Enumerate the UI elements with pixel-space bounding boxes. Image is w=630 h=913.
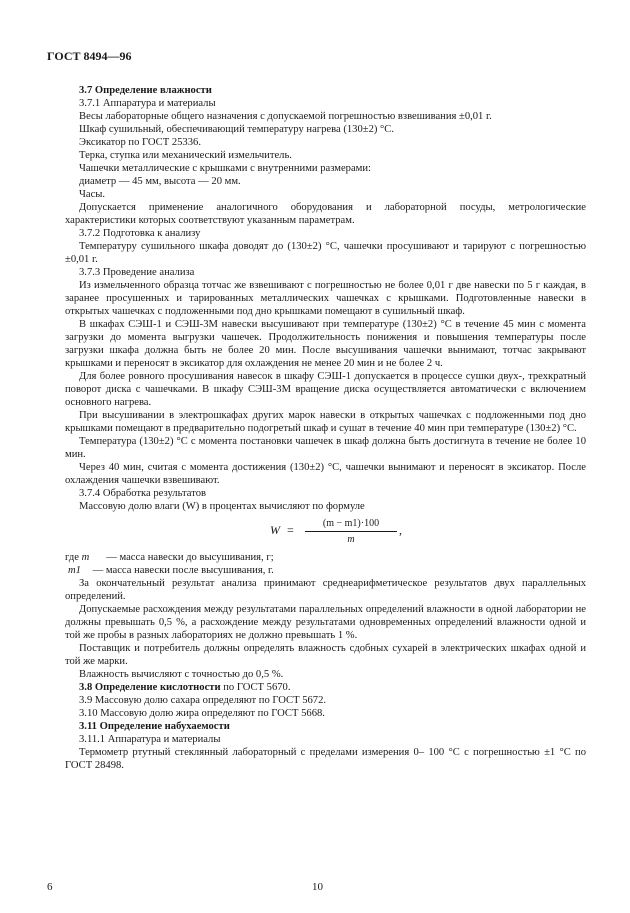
preparation-text: Температуру сушильного шкафа доводят до (130±2) °С, чашечки просушивают и тарируют с погрешностью ±0,01 г. <box>65 241 586 265</box>
section-3-8-title: 3.8 Определение кислотности <box>79 682 221 693</box>
section-3-7-4-title: 3.7.4 Обработка результатов <box>79 488 206 499</box>
analysis-paragraph: При высушивании в электрошкафах других марок навески в открытых чашечках с подложенными под дно крышками помещают в предварительно подогретый шкаф и сушат в течение 40 мин при температуре (130±2) °С. <box>65 410 586 434</box>
results-paragraph: За окончательный результат анализа принимают среднеарифметическое результатов двух параллельных определений. <box>65 578 586 602</box>
equipment-line: Часы. <box>79 189 106 200</box>
section-3-7-3-title: 3.7.3 Проведение анализа <box>79 267 195 278</box>
equipment-note: Допускается применение аналогичного оборудования и лабораторной посуды, метрологические характеристики которых соответствуют указанным параметрам. <box>65 202 586 226</box>
formula-fraction <box>305 517 397 546</box>
variable-m: m <box>81 552 90 563</box>
analysis-paragraph: Из измельченного образца тотчас же взвешивают с погрешностью не более 0,01 г две навески по 5 г каждая, в заранее просушенных и тарированных металлических чашечках с крышками. Подготовленные навески в открытых чашечках с подложенными под дно крышками помещают в сушильный шкаф. <box>65 280 586 317</box>
section-3-8-rest: по ГОСТ 5670. <box>220 682 291 693</box>
document-body <box>65 84 586 772</box>
variable-m-description: — масса навески до высушивания, г; <box>106 552 274 563</box>
equipment-line: Шкаф сушильный, обеспечивающий температуру нагрева (130±2) °С. <box>79 124 394 135</box>
equipment-line: Терка, ступка или механический измельчитель. <box>79 150 292 161</box>
where-word: где <box>65 552 79 563</box>
formula-denominator: m <box>347 534 355 545</box>
section-3-7-1-title: 3.7.1 Аппаратура и материалы <box>79 98 216 109</box>
standard-header: ГОСТ 8494—96 <box>47 49 132 63</box>
variable-m1-description: — масса навески после высушивания, г. <box>92 565 274 576</box>
section-3-9: 3.9 Массовую долю сахара определяют по ГОСТ 5672. <box>79 695 327 706</box>
variable-definition-m1 <box>65 564 586 577</box>
formula-lhs: W <box>270 523 280 537</box>
section-3-7-title: 3.7 Определение влажности <box>79 85 212 96</box>
section-3-7-2-title: 3.7.2 Подготовка к анализу <box>79 228 201 239</box>
section-3-11-title: 3.11 Определение набухаемости <box>79 721 230 732</box>
formula-numerator: (m − m1)·100 <box>305 517 397 532</box>
formula-equals: = <box>287 523 294 537</box>
equipment-line: диаметр — 45 мм, высота — 20 мм. <box>79 176 241 187</box>
page-number-left: 6 <box>47 881 53 893</box>
formula-tail: , <box>399 523 402 537</box>
section-3-11-1-title: 3.11.1 Аппаратура и материалы <box>79 734 221 745</box>
equipment-line: Весы лабораторные общего назначения с допускаемой погрешностью взвешивания ±0,01 г. <box>79 111 492 122</box>
variable-definition-m <box>65 551 586 564</box>
analysis-paragraph: Через 40 мин, считая с момента достижения (130±2) °С, чашечки вынимают и переносят в эксикатор. После охлаждения чашечки взвешивают. <box>65 462 586 486</box>
variable-m1: m1 <box>68 565 81 576</box>
page-number-center: 10 <box>312 881 323 893</box>
section-3-10: 3.10 Массовую долю жира определяют по ГОСТ 5668. <box>79 708 325 719</box>
formula-intro: Массовую долю влаги (W) в процентах вычисляют по формуле <box>79 501 365 512</box>
analysis-paragraph: Для более ровного просушивания навесок в шкафу СЭШ-1 допускается в процессе сушки двух-, трехкратный поворот диска с чашечками. В шкафу СЭШ-3М вращение диска осуществляется автоматически с включением основного нагрева. <box>65 371 586 408</box>
results-paragraph: Поставщик и потребитель должны определять влажность сдобных сухарей в электрических шкафах одной и той же марки. <box>65 643 586 667</box>
results-paragraph: Допускаемые расхождения между результатами параллельных определений влажности в одной лаборатории не должны превышать 0,5 %, а расхождение между результатами одновременных определений влажности одной и той же пробы в разных лабораториях не должно превышать 1 %. <box>65 604 586 641</box>
equipment-line: Чашечки металлические с крышками с внутренними размерами: <box>79 163 371 174</box>
analysis-paragraph: В шкафах СЭШ-1 и СЭШ-3М навески высушивают при температуре (130±2) °С в течение 45 мин с момента загрузки до момента выгрузки чашечек. Продолжительность понижения и повышения температуры после загрузки шкафа должна быть не более 20 мин. После высушивания чашечки вынимают, тотчас закрывают крышками и переносят в эксикатор для охлаждения не менее 20 мин и не более 2 ч. <box>65 319 586 369</box>
results-paragraph: Влажность вычисляют с точностью до 0,5 %. <box>79 669 284 680</box>
thermometer-text: Термометр ртутный стеклянный лабораторный с пределами измерения 0– 100 °С с погрешностью ±1 °С по ГОСТ 28498. <box>65 747 586 771</box>
moisture-formula <box>65 517 586 547</box>
analysis-paragraph: Температура (130±2) °С с момента постановки чашечек в шкаф должна быть достигнута в течение не более 10 мин. <box>65 436 586 460</box>
section-3-8 <box>65 681 586 694</box>
equipment-line: Эксикатор по ГОСТ 25336. <box>79 137 201 148</box>
